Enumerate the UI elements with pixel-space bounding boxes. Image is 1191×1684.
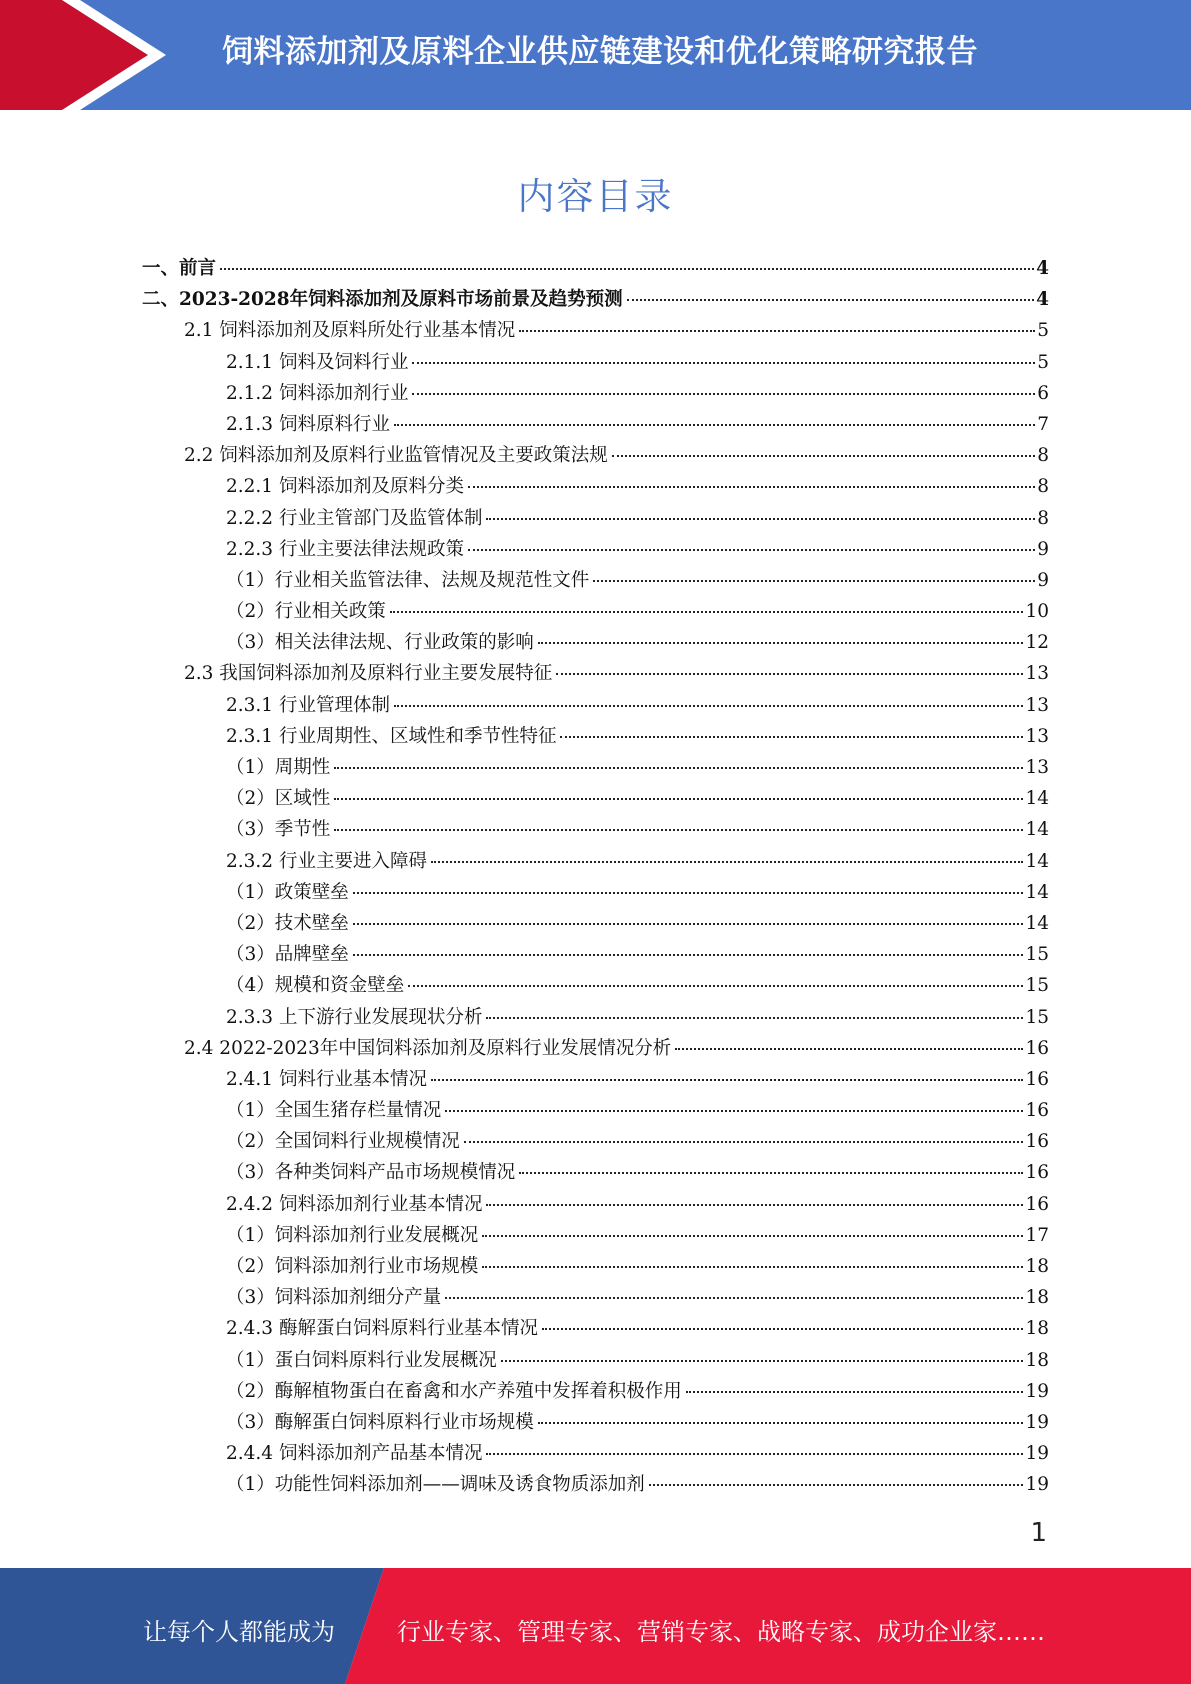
toc-entry-title: （1）行业相关监管法律、法规及规范性文件 xyxy=(226,569,590,591)
toc-dot-leader xyxy=(464,1141,1024,1143)
toc-entry[interactable] xyxy=(142,815,1049,846)
toc-entry-title: （3）相关法律法规、行业政策的影响 xyxy=(226,632,534,654)
toc-entry-title: （1）政策壁垒 xyxy=(226,881,349,903)
toc-entry-page: 8 xyxy=(1037,507,1049,529)
toc-entry-page: 9 xyxy=(1037,569,1049,591)
toc-entry-page: 15 xyxy=(1025,1006,1049,1028)
toc-entry-page: 14 xyxy=(1025,881,1049,903)
toc-entry[interactable] xyxy=(142,628,1049,659)
toc-entry-page: 7 xyxy=(1037,413,1049,435)
toc-entry[interactable] xyxy=(142,1003,1049,1034)
toc-dot-leader xyxy=(394,705,1023,707)
toc-entry-page: 15 xyxy=(1025,975,1049,997)
footer-band xyxy=(0,1568,1191,1684)
toc-entry-title: 2.1.3 饲料原料行业 xyxy=(226,413,390,435)
toc-entry-page: 8 xyxy=(1037,476,1049,498)
toc-entry-page: 16 xyxy=(1025,1162,1049,1184)
toc-dot-leader xyxy=(431,861,1023,863)
toc-entry-title: 2.4.4 饲料添加剂产品基本情况 xyxy=(226,1443,483,1465)
footer-slogan-right: 行业专家、管理专家、营销专家、战略专家、成功企业家…… xyxy=(397,1618,1045,1646)
toc-entry-title: （3）酶解蛋白饲料原料行业市场规模 xyxy=(226,1411,534,1433)
toc-entry[interactable] xyxy=(142,1346,1049,1377)
toc-entry[interactable] xyxy=(142,753,1049,784)
toc-dot-leader xyxy=(482,1235,1023,1237)
toc-entry[interactable] xyxy=(142,566,1049,597)
footer-slogan-left: 让每个人都能成为 xyxy=(143,1618,335,1646)
toc-entry-page: 14 xyxy=(1025,912,1049,934)
toc-dot-leader xyxy=(334,767,1023,769)
toc-entry-page: 18 xyxy=(1025,1349,1049,1371)
toc-entry-title: 2.2 饲料添加剂及原料行业监管情况及主要政策法规 xyxy=(184,445,608,467)
toc-dot-leader xyxy=(486,1204,1023,1206)
toc-entry-title: （4）规模和资金壁垒 xyxy=(226,975,405,997)
toc-entry-title: （1）周期性 xyxy=(226,757,331,778)
toc-entry-title: （2）行业相关政策 xyxy=(226,601,386,623)
toc-dot-leader xyxy=(220,268,1034,270)
toc-dot-leader xyxy=(412,393,1035,395)
toc-entry-page: 14 xyxy=(1025,850,1049,872)
toc-entry-page: 5 xyxy=(1037,351,1049,373)
toc-entry-page: 15 xyxy=(1025,944,1049,966)
toc-entry-page: 13 xyxy=(1025,663,1049,685)
toc-entry-title: 2.4.2 饲料添加剂行业基本情况 xyxy=(226,1193,483,1215)
toc-dot-leader xyxy=(353,954,1024,956)
toc-entry-page: 6 xyxy=(1037,382,1049,404)
toc-entry-page: 18 xyxy=(1025,1287,1049,1309)
toc-entry-page: 4 xyxy=(1036,258,1049,279)
report-title: 饲料添加剂及原料企业供应链建设和优化策略研究报告 xyxy=(222,34,978,70)
toc-dot-leader xyxy=(334,798,1023,800)
toc-dot-leader xyxy=(353,923,1024,925)
toc-entry-page: 13 xyxy=(1025,725,1049,747)
toc-entry[interactable] xyxy=(142,847,1049,878)
toc-entry[interactable] xyxy=(142,410,1049,441)
toc-entry[interactable] xyxy=(142,316,1049,347)
toc-entry-page: 16 xyxy=(1025,1068,1049,1090)
toc-entry[interactable] xyxy=(142,285,1049,316)
toc-entry-title: （1）功能性饲料添加剂——调味及诱食物质添加剂 xyxy=(226,1474,645,1496)
toc-entry-title: 二、2023-2028年饲料添加剂及原料市场前景及趋势预测 xyxy=(142,289,623,311)
toc-entry-title: 2.3.1 行业周期性、区域性和季节性特征 xyxy=(226,725,557,747)
toc-entry-title: 2.3.1 行业管理体制 xyxy=(226,694,390,716)
toc-entry-page: 18 xyxy=(1025,1256,1049,1277)
toc-dot-leader xyxy=(542,1328,1023,1330)
toc-entry-title: 2.4.3 酶解蛋白饲料原料行业基本情况 xyxy=(226,1318,538,1340)
toc-entry-title: 2.1.1 饲料及饲料行业 xyxy=(226,351,409,373)
toc-entry-title: 一、前言 xyxy=(142,258,217,279)
toc-entry-page: 4 xyxy=(1036,289,1049,311)
toc-dot-leader xyxy=(353,892,1024,894)
toc-dot-leader xyxy=(468,549,1035,551)
toc-entry-title: （2）饲料添加剂行业市场规模 xyxy=(226,1256,479,1277)
toc-entry-title: 2.2.3 行业主要法律法规政策 xyxy=(226,538,464,560)
toc-dot-leader xyxy=(556,673,1023,675)
toc-entry[interactable] xyxy=(142,1127,1049,1158)
toc-heading: 内容目录 xyxy=(517,175,674,218)
toc-entry[interactable] xyxy=(142,940,1049,971)
toc-dot-leader xyxy=(560,736,1023,738)
toc-entry[interactable] xyxy=(142,1034,1049,1065)
toc-entry-page: 12 xyxy=(1025,632,1049,654)
toc-entry-page: 8 xyxy=(1037,445,1049,467)
toc-entry-page: 17 xyxy=(1025,1224,1049,1246)
toc-dot-leader xyxy=(486,518,1035,520)
toc-entry-title: （1）蛋白饲料原料行业发展概况 xyxy=(226,1349,497,1371)
toc-dot-leader xyxy=(486,1453,1023,1455)
toc-entry[interactable] xyxy=(142,909,1049,940)
toc-entry-page: 19 xyxy=(1025,1380,1049,1402)
toc-entry-page: 13 xyxy=(1025,694,1049,716)
toc-dot-leader xyxy=(334,829,1023,831)
toc-dot-leader xyxy=(538,642,1024,644)
toc-entry[interactable] xyxy=(142,535,1049,566)
toc-dot-leader xyxy=(408,985,1023,987)
toc-entry[interactable] xyxy=(142,441,1049,472)
toc-dot-leader xyxy=(612,455,1035,457)
toc-entry[interactable] xyxy=(142,659,1049,690)
toc-entry-page: 13 xyxy=(1025,757,1049,778)
toc-entry-title: （3）品牌壁垒 xyxy=(226,944,349,966)
toc-entry-page: 10 xyxy=(1025,601,1049,623)
toc-entry-title: 2.4 2022-2023年中国饲料添加剂及原料行业发展情况分析 xyxy=(184,1037,672,1059)
toc-entry[interactable] xyxy=(142,784,1049,815)
toc-entry-title: （2）酶解植物蛋白在畜禽和水产养殖中发挥着积极作用 xyxy=(226,1380,682,1402)
toc-dot-leader xyxy=(468,486,1035,488)
toc-entry[interactable] xyxy=(142,1408,1049,1439)
header-band xyxy=(0,0,1191,110)
toc-entry[interactable] xyxy=(142,691,1049,722)
page-number: 1 xyxy=(1030,1518,1047,1548)
toc-entry[interactable] xyxy=(142,722,1049,753)
toc-entry-page: 16 xyxy=(1025,1037,1049,1059)
toc-dot-leader xyxy=(593,580,1035,582)
toc-entry-title: 2.3.3 上下游行业发展现状分析 xyxy=(226,1006,483,1028)
toc-dot-leader xyxy=(501,1360,1024,1362)
toc-dot-leader xyxy=(519,1172,1023,1174)
toc-entry-title: （2）区域性 xyxy=(226,788,331,810)
toc-entry-page: 18 xyxy=(1025,1318,1049,1340)
toc-entry[interactable] xyxy=(142,348,1049,379)
toc-entry[interactable] xyxy=(142,878,1049,909)
toc-dot-leader xyxy=(519,330,1035,332)
toc-entry[interactable] xyxy=(142,379,1049,410)
toc-entry[interactable] xyxy=(142,254,1049,285)
toc-dot-leader xyxy=(649,1484,1024,1486)
toc-entry-page: 16 xyxy=(1025,1100,1049,1122)
toc-entry-title: 2.4.1 饲料行业基本情况 xyxy=(226,1068,427,1090)
toc-entry-title: 2.1.2 饲料添加剂行业 xyxy=(226,382,409,404)
toc-dot-leader xyxy=(394,424,1035,426)
toc-entry[interactable] xyxy=(142,1096,1049,1127)
toc-dot-leader xyxy=(482,1266,1023,1268)
toc-dot-leader xyxy=(538,1422,1024,1424)
toc-dot-leader xyxy=(675,1048,1023,1050)
toc-entry-page: 9 xyxy=(1037,538,1049,560)
toc-entry-page: 16 xyxy=(1025,1131,1049,1153)
toc-dot-leader xyxy=(445,1297,1023,1299)
toc-entry-title: （1）全国生猪存栏量情况 xyxy=(226,1100,442,1122)
toc-entry-title: 2.3 我国饲料添加剂及原料行业主要发展特征 xyxy=(184,663,553,685)
toc-entry[interactable] xyxy=(142,1377,1049,1408)
toc-entry-title: 2.2.2 行业主管部门及监管体制 xyxy=(226,507,483,529)
toc-entry-page: 19 xyxy=(1025,1474,1049,1496)
toc-entry[interactable] xyxy=(142,1158,1049,1189)
toc-entry[interactable] xyxy=(142,1252,1049,1283)
toc-dot-leader xyxy=(627,299,1034,301)
toc-entry[interactable] xyxy=(142,1470,1049,1501)
toc-entry-title: （2）全国饲料行业规模情况 xyxy=(226,1131,460,1153)
toc-entry-title: （2）技术壁垒 xyxy=(226,912,349,934)
toc-dot-leader xyxy=(686,1391,1024,1393)
toc-entry-title: （3）饲料添加剂细分产量 xyxy=(226,1287,442,1309)
toc-entry[interactable] xyxy=(142,1221,1049,1252)
toc-entry-page: 19 xyxy=(1025,1411,1049,1433)
toc-entry[interactable] xyxy=(142,971,1049,1002)
toc-entry-page: 14 xyxy=(1025,788,1049,810)
toc-entry-page: 16 xyxy=(1025,1193,1049,1215)
toc-entry[interactable] xyxy=(142,1065,1049,1096)
toc-entry-title: 2.2.1 饲料添加剂及原料分类 xyxy=(226,476,464,498)
toc-entry[interactable] xyxy=(142,597,1049,628)
toc-entry-title: 2.1 饲料添加剂及原料所处行业基本情况 xyxy=(184,320,516,342)
toc-entry-page: 14 xyxy=(1025,819,1049,841)
toc-dot-leader xyxy=(412,362,1035,364)
toc-entry-title: （3）季节性 xyxy=(226,819,331,841)
toc-entry-page: 19 xyxy=(1025,1443,1049,1465)
toc-entry[interactable] xyxy=(142,1283,1049,1314)
toc-entry-page: 5 xyxy=(1037,320,1049,342)
toc-entry-title: （1）饲料添加剂行业发展概况 xyxy=(226,1224,479,1246)
table-of-contents xyxy=(142,254,1049,1502)
toc-dot-leader xyxy=(445,1110,1023,1112)
toc-dot-leader xyxy=(431,1079,1023,1081)
toc-entry[interactable] xyxy=(142,472,1049,503)
toc-entry[interactable] xyxy=(142,1439,1049,1470)
toc-entry-title: （3）各种类饲料产品市场规模情况 xyxy=(226,1162,516,1184)
toc-dot-leader xyxy=(486,1017,1023,1019)
toc-entry[interactable] xyxy=(142,1190,1049,1221)
toc-dot-leader xyxy=(390,611,1024,613)
toc-entry[interactable] xyxy=(142,504,1049,535)
toc-entry-title: 2.3.2 行业主要进入障碍 xyxy=(226,850,427,872)
toc-entry[interactable] xyxy=(142,1314,1049,1345)
